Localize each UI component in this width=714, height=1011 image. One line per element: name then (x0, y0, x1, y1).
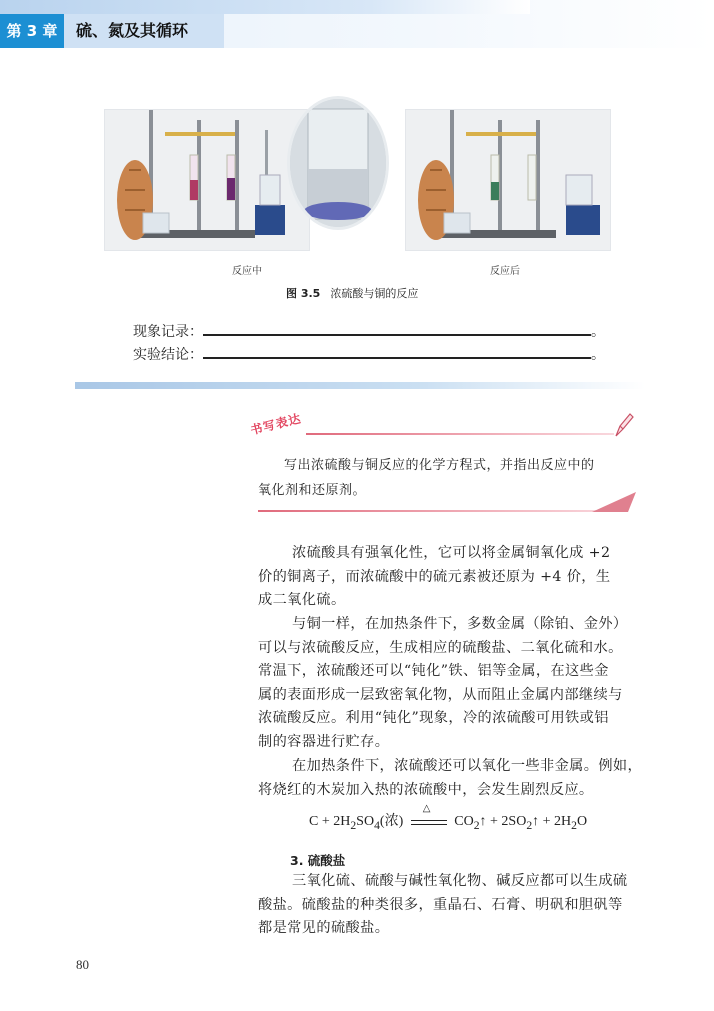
p2-line-2: 可以与浓硫酸反应，生成相应的硫酸盐、二氧化硫和水。 (258, 639, 623, 656)
conclusion-line (133, 344, 605, 364)
body-paragraph-1 (258, 542, 648, 613)
writing-tag-label: 书写表达 (248, 411, 303, 438)
caption-during: 反应中 (232, 266, 262, 277)
eq-sub-2: 2 (350, 818, 357, 832)
p2-line-3: 常温下，浓硫酸还可以“钝化”铁、铝等金属，在这些金 (258, 663, 609, 680)
eq-left: C + 2H (309, 814, 351, 829)
observation-end: 。 (591, 324, 605, 340)
page-number: 80 (76, 957, 89, 972)
section-paragraph (258, 870, 648, 941)
header-strip (0, 0, 530, 14)
s3-line-2: 酸盐。硫酸盐的种类很多，重晶石、石膏、明矾和胆矾等 (258, 896, 623, 913)
p1-line-1: 浓硫酸具有强氧化性，它可以将金属铜氧化成 +2 (292, 545, 611, 561)
writing-prompt-line-2: 氧化剂和还原剂。 (258, 483, 367, 498)
section-heading: 3. 硫酸盐 (290, 853, 346, 868)
apparatus-during-image (105, 110, 309, 250)
magnified-flask-image (290, 99, 386, 227)
observation-blank[interactable] (203, 322, 591, 336)
s3-line-1: 三氧化硫、硫酸与碱性氧化物、碱反应都可以生成硫 (292, 873, 628, 889)
figure-caption (286, 285, 418, 301)
photo-after-reaction (405, 109, 611, 251)
eq-sub-4: 4 (374, 818, 380, 832)
writing-box-bottom-line (258, 510, 618, 512)
eq-so: SO (356, 814, 375, 829)
conclusion-blank[interactable] (203, 345, 591, 359)
eq-sub-h2: 2 (571, 818, 577, 832)
body-paragraph-3 (258, 755, 648, 802)
p2-line-5: 浓硫酸反应。利用“钝化”现象，冷的浓硫酸可用铁或铝 (258, 710, 609, 727)
s3-line-3: 都是常见的硫酸盐。 (258, 920, 390, 937)
heat-sign: △ (422, 802, 431, 814)
body-paragraph-2 (258, 613, 648, 755)
eq-so2: ↑ + 2SO (479, 814, 527, 829)
p3-line-2: 将烧红的木炭加入热的浓硫酸中，会发生剧烈反应。 (258, 781, 594, 798)
writing-box-top-line (306, 433, 614, 435)
eq-sub-co2: 2 (473, 818, 480, 832)
writing-tag (248, 407, 303, 438)
figure-number: 图 3.5 (286, 287, 321, 300)
caption-after: 反应后 (490, 266, 520, 277)
magnified-view (287, 96, 389, 230)
conclusion-end: 。 (591, 347, 605, 363)
pencil-icon (612, 412, 634, 438)
section-divider (75, 382, 645, 389)
chapter-tag: 第 3 章 (0, 14, 64, 48)
eq-h: ↑ + 2H (532, 814, 572, 829)
eq-co: CO (454, 814, 474, 829)
observation-record-line (133, 321, 605, 341)
p3-line-1: 在加热条件下，浓硫酸还可以氧化一些非金属。例如， (292, 758, 643, 774)
chapter-title: 硫、氮及其循环 (64, 14, 224, 48)
arrow-tip-icon (592, 490, 638, 514)
figure-title: 浓硫酸与铜的反应 (330, 287, 419, 300)
eq-sub-so2: 2 (526, 818, 533, 832)
p1-line-2: 价的铜离子，而浓硫酸中的硫元素被还原为 +4 价，生 (258, 568, 611, 585)
p1-line-3: 成二氧化硫。 (258, 592, 346, 609)
p2-line-1: 与铜一样，在加热条件下，多数金属（除铂、金外） (292, 616, 628, 632)
photo-during-reaction (104, 109, 310, 251)
eq-condition: (浓) (379, 814, 404, 829)
p2-line-4: 属的表面形成一层致密氧化物，从而阻止金属内部继续与 (258, 686, 623, 703)
chemical-equation (309, 802, 588, 832)
eq-o: O (576, 814, 588, 829)
apparatus-after-image (406, 110, 610, 250)
p2-line-6: 制的容器进行贮存。 (258, 733, 390, 750)
observation-label: 现象记录： (133, 324, 203, 340)
writing-prompt-line-1: 写出浓硫酸与铜反应的化学方程式，并指出反应中的 (284, 458, 595, 473)
conclusion-label: 实验结论： (133, 347, 203, 363)
eq-arrow (411, 802, 447, 829)
